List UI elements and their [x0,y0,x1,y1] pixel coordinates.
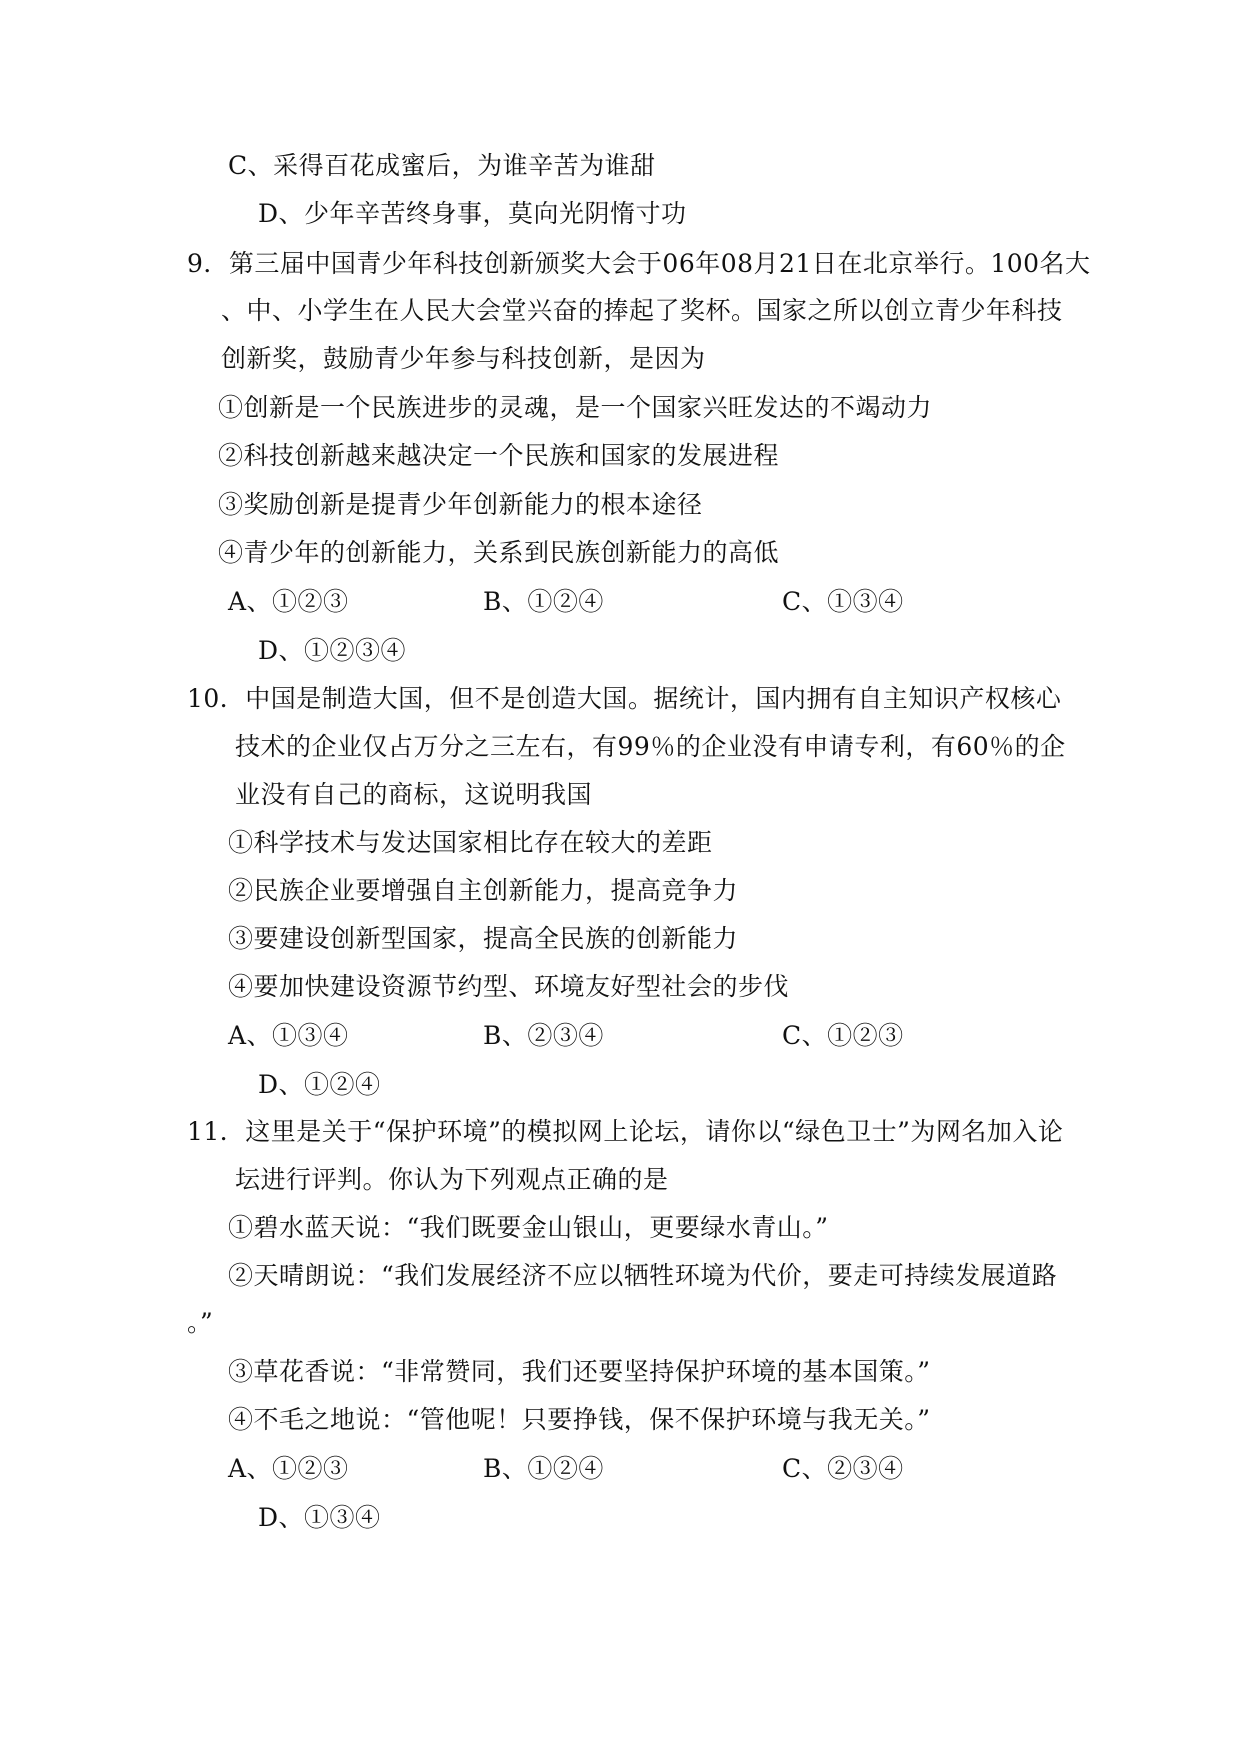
q10-option-a: A、①③④ [228,1021,349,1050]
q11-statement-2-line-2: 。” [187,1308,214,1337]
q11-statement-1: ①碧水蓝天说：“我们既要金山银山，更要绿水青山。” [228,1213,829,1242]
q10-option-b: B、②③④ [483,1021,604,1050]
q9-option-a: A、①②③ [228,587,349,616]
q11-statement-4: ④不毛之地说：“管他呢！只要挣钱，保不保护环境与我无关。” [228,1405,931,1434]
q9-statement-1: ①创新是一个民族进步的灵魂，是一个国家兴旺发达的不竭动力 [218,393,933,422]
q8-option-d: D、少年辛苦终身事，莫向光阴惰寸功 [258,199,687,228]
q10-statement-1: ①科学技术与发达国家相比存在较大的差距 [228,828,713,857]
q10-statement-2: ②民族企业要增强自主创新能力，提高竞争力 [228,876,739,905]
q9-statement-3: ③奖励创新是提青少年创新能力的根本途径 [218,490,703,519]
q8-option-c: C、采得百花成蜜后，为谁辛苦为谁甜 [228,151,656,180]
q9-stem-line-3: 创新奖，鼓励青少年参与科技创新，是因为 [221,344,706,373]
q10-option-d: D、①②④ [258,1070,381,1099]
q11-statement-3: ③草花香说：“非常赞同，我们还要坚持保护环境的基本国策。” [228,1357,931,1386]
q9-option-d: D、①②③④ [258,636,407,665]
q9-statement-2: ②科技创新越来越决定一个民族和国家的发展进程 [218,441,780,470]
q11-option-d: D、①③④ [258,1503,381,1532]
q11-option-b: B、①②④ [483,1454,604,1483]
q11-option-a: A、①②③ [228,1454,349,1483]
q9-statement-4: ④青少年的创新能力，关系到民族创新能力的高低 [218,538,780,567]
q10-stem-line-1: 10．中国是制造大国，但不是创造大国。据统计，国内拥有自主知识产权核心 [187,684,1062,713]
q9-stem-line-1: 9．第三届中国青少年科技创新颁奖大会于06年08月21日在北京举行。100名大 [187,249,1091,278]
q9-option-b: B、①②④ [483,587,604,616]
q11-stem-line-1: 11．这里是关于“保护环境”的模拟网上论坛，请你以“绿色卫士”为网名加入论 [187,1117,1064,1146]
q11-statement-2-line-1: ②天晴朗说：“我们发展经济不应以牺牲环境为代价，要走可持续发展道路 [228,1261,1058,1290]
q9-stem-line-2: 、中、小学生在人民大会堂兴奋的捧起了奖杯。国家之所以创立青少年科技 [221,296,1063,325]
q10-statement-3: ③要建设创新型国家，提高全民族的创新能力 [228,924,739,953]
q10-stem-line-2: 技术的企业仅占万分之三左右，有99％的企业没有申请专利，有60％的企 [235,732,1066,761]
q10-stem-line-3: 业没有自己的商标，这说明我国 [235,780,593,809]
q10-option-c: C、①②③ [782,1021,904,1050]
q11-option-c: C、②③④ [782,1454,904,1483]
q10-statement-4: ④要加快建设资源节约型、环境友好型社会的步伐 [228,972,790,1001]
q11-stem-line-2: 坛进行评判。你认为下列观点正确的是 [235,1165,669,1194]
q9-option-c: C、①③④ [782,587,904,616]
